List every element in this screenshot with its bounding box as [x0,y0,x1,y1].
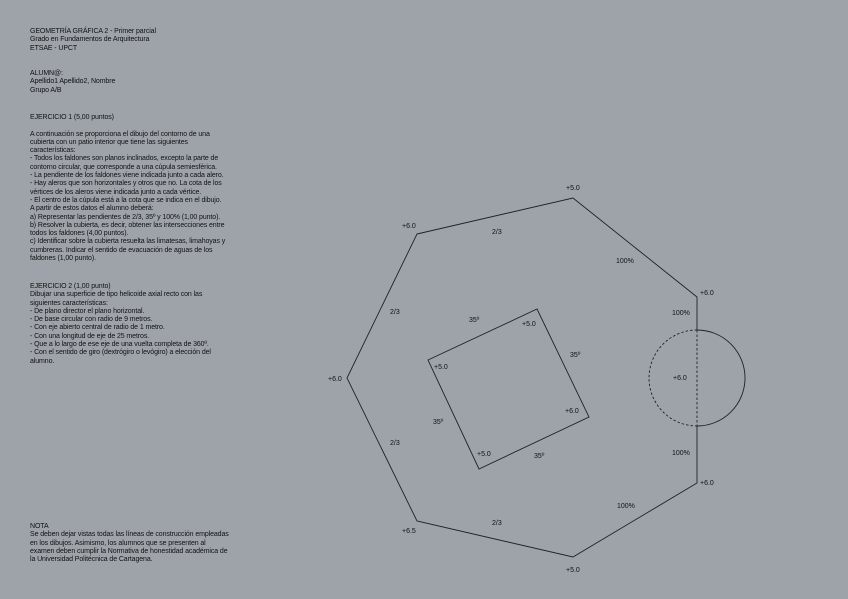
outer-slope-top: 2/3 [492,229,502,236]
exercise-2-line: siguientes características: [30,299,108,307]
outer-vertex-right-top-elevation: +6.0 [700,290,714,297]
inner-vertex-bottom-elevation: +5.0 [477,451,491,458]
inner-vertex-top-elevation: +5.0 [522,321,536,328]
exercise-2-line: - Con el sentido de giro (dextrógiro o levógiro) a elección del [30,349,211,357]
exercise-1-line: - Hay aleros que son horizontales y otros que no. La cota de los [30,180,222,188]
exercise-1-line: A continuación se proporciona el dibujo del contorno de una [30,130,210,138]
dome-semicircle [697,330,745,426]
outer-slope-top-right: 100% [616,258,634,265]
outer-slope-bottom: 2/3 [492,520,502,527]
exercise-1-line: b) Resolver la cubierta, es decir, obtener las intersecciones entre [30,221,225,229]
outer-slope-left-top: 2/3 [390,309,400,316]
exercise-2-line: - Con una longitud de eje de 25 metros. [30,332,150,340]
exercise-1-line: faldones (1,00 punto). [30,255,96,263]
note-line: examen deben cumplir la Normativa de honestidad académica de [30,547,228,555]
exercise-1-title: EJERCICIO 1 (5,00 puntos) [30,114,114,121]
header-line-1: GEOMETRÍA GRÁFICA 2 - Primer parcial [30,28,156,35]
outer-vertex-top-left-elevation: +6.0 [402,223,416,230]
inner-vertex-left-elevation: +5.0 [434,364,448,371]
note-line: en los dibujos. Asimismo, los alumnos que se presenten al [30,539,206,547]
note-line: la Universidad Politécnica de Cartagena. [30,556,153,564]
exercise-1-line: todos los faldones (4,00 puntos). [30,230,129,238]
outer-roof-outline [347,198,697,557]
note-line: Se deben dejar vistas todas las líneas de construcción empleadas [30,531,229,539]
outer-slope-bottom-right: 100% [617,503,635,510]
outer-slope-right-top: 100% [672,310,690,317]
outer-slope-left-bottom: 2/3 [390,440,400,447]
exercise-1-line: cumbreras. Indicar el sentido de evacuación de aguas de los [30,246,213,254]
exercise-2-line: - Con eje abierto central de radio de 1 metro. [30,324,165,332]
exercise-1-line: a) Representar las pendientes de 2/3, 35º y 100% (1,00 punto). [30,213,221,221]
outer-vertex-bottom-left-elevation: +6.5 [402,528,416,535]
outer-vertex-left-elevation: +6.0 [328,376,342,383]
exercise-1-line: cubierta con un patio interior que tiene las siguientes [30,138,188,146]
student-title: ALUMN@: [30,70,63,77]
inner-slope-bottom: 35º [534,453,545,460]
exercise-1-line: c) Identificar sobre la cubierta resuelta las limatesas, limahoyas y [30,238,226,246]
header-line-3: ETSAE - UPCT [30,44,78,52]
inner-courtyard-outline [428,309,589,469]
exercise-1-line: contorno circular, que corresponde a una cúpula semiesférica. [30,163,217,171]
inner-slope-left: 35º [433,419,444,426]
exercise-2-line: - De base circular con radio de 9 metros. [30,316,153,324]
outer-vertex-top-right-elevation: +5.0 [566,185,580,192]
student-name: Apellido1 Apellido2, Nombre [30,78,116,86]
inner-slope-right: 35º [570,352,581,359]
inner-slope-top: 35º [469,317,480,324]
exercise-2-line: Dibujar una superficie de tipo helicoide axial recto con las [30,291,203,299]
exercise-1-line: vértices de los aleros viene indicada junto a cada vértice. [30,188,202,196]
exercise-2-line: - De plano director el plano horizontal. [30,307,145,315]
exercise-1-line: características: [30,147,76,155]
exercise-2-line: alumno. [30,357,55,365]
exercise-2-line: - Que a lo largo de ese eje de una vuelta completa de 360º. [30,341,209,349]
inner-vertex-right-elevation: +6.0 [565,408,579,415]
exercise-1-line: A partir de estos datos el alumno deberá: [30,205,154,213]
exercise-1-line: - Todos los faldones son planos inclinados, excepto la parte de [30,155,219,163]
exercise-2-title: EJERCICIO 2 (1,00 punto) [30,283,111,290]
note-title: NOTA [30,523,49,530]
header-line-2: Grado en Fundamentos de Arquitectura [30,36,150,44]
exercise-1-line: - El centro de la cúpula está a la cota que se indica en el dibujo. [30,196,222,204]
exercise-1-line: - La pendiente de los faldones viene indicada junto a cada alero. [30,172,224,180]
outer-vertex-bottom-right-elevation: +5.0 [566,567,580,574]
student-group: Grupo A/B [30,86,62,94]
outer-slope-right-bottom: 100% [672,450,690,457]
outer-vertex-right-bottom-elevation: +6.0 [700,480,714,487]
dome-center-elevation: +6.0 [673,375,687,382]
